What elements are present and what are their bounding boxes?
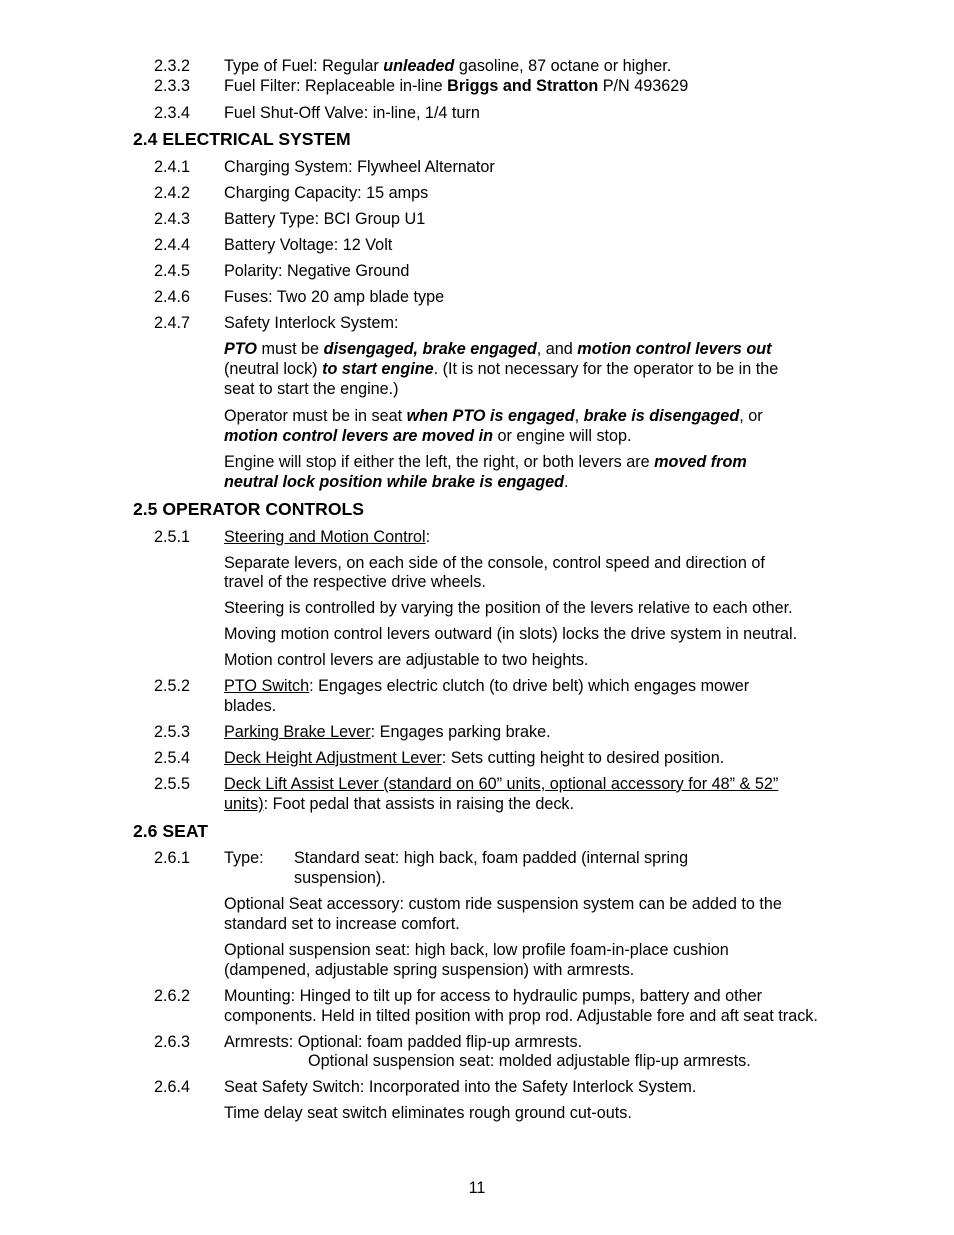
page-number: 11 [468, 1179, 486, 1197]
text-span: , or [739, 407, 763, 425]
interlock-paragraph-1 [224, 339, 772, 359]
item-text: Charging System: Flywheel Alternator [224, 158, 495, 176]
deck-lift-text [224, 774, 778, 794]
emphasis-text: PTO [224, 340, 257, 358]
text-span: , and [536, 340, 578, 358]
text-span: : Engages electric clutch (to drive belt) which engages mower [309, 677, 750, 695]
emphasis-text: neutral lock position while brake is engaged [224, 473, 565, 491]
emphasis-text: motion control levers out [577, 340, 772, 358]
parking-brake-text [224, 722, 551, 742]
item-text: Charging Capacity: 15 amps [224, 184, 429, 202]
text-span: gasoline, 87 octane or higher. [454, 57, 672, 75]
text-span: P/N 493629 [598, 77, 689, 95]
section-heading-operator-controls: 2.5 OPERATOR CONTROLS [133, 499, 365, 519]
seat-switch-text: Seat Safety Switch: Incorporated into the Safety Interlock System. [224, 1078, 697, 1096]
seat-paragraph: Optional Seat accessory: custom ride suspension system can be added to the [224, 895, 782, 913]
text-span: (neutral lock) [224, 360, 323, 378]
steering-paragraph: Steering is controlled by varying the position of the levers relative to each other. [224, 599, 793, 617]
deck-height-text [224, 748, 724, 768]
steering-paragraph: Moving motion control levers outward (in slots) locks the drive system in neutral. [224, 625, 798, 643]
fuel-filter-text [224, 76, 688, 96]
item-number: 2.4.5 [154, 262, 191, 280]
item-text: Polarity: Negative Ground [224, 262, 410, 280]
mounting-text: Mounting: Hinged to tilt up for access to hydraulic pumps, battery and other [224, 987, 763, 1005]
text-span: . [564, 473, 569, 491]
seat-type-text-cont: suspension). [294, 869, 386, 887]
mounting-text-cont: components. Held in tilted position with prop rod. Adjustable fore and aft seat track. [224, 1007, 818, 1025]
interlock-paragraph-3 [224, 452, 747, 472]
item-number: 2.4.2 [154, 184, 191, 202]
underlined-text: PTO Switch [224, 677, 310, 695]
emphasis-text: when PTO is engaged [406, 407, 575, 425]
text-span: : Engages parking brake. [370, 723, 551, 741]
seat-paragraph-cont: (dampened, adjustable spring suspension) with armrests. [224, 961, 635, 979]
interlock-paragraph-3-cont [224, 472, 569, 492]
text-span: Fuel Filter: Replaceable in-line [224, 77, 448, 95]
seat-type-label: Type: [224, 849, 264, 867]
pto-switch-text [224, 676, 749, 696]
item-number: 2.5.1 [154, 528, 191, 546]
emphasis-text: disengaged, brake engaged [323, 340, 537, 358]
text-span: must be [256, 340, 324, 358]
text-span: : Foot pedal that assists in raising the deck. [263, 795, 575, 813]
text-span: or engine will stop. [492, 427, 632, 445]
underlined-text: Deck Height Adjustment Lever [224, 749, 442, 767]
underlined-text: Deck Lift Assist Lever (standard on 60” units, optional accessory for 48” & 52” [224, 775, 779, 793]
item-number: 2.6.3 [154, 1033, 191, 1051]
item-number: 2.4.3 [154, 210, 191, 228]
item-number: 2.5.3 [154, 723, 191, 741]
underlined-text: Parking Brake Lever [224, 723, 371, 741]
item-text: Safety Interlock System: [224, 314, 399, 332]
armrests-text: Armrests: Optional: foam padded flip-up armrests. [224, 1033, 583, 1051]
text-span: Engine will stop if either the left, the right, or both levers are [224, 453, 655, 471]
text-span: Type of Fuel: Regular [224, 57, 384, 75]
emphasis-text: unleaded [383, 57, 455, 75]
item-number: 2.6.1 [154, 849, 191, 867]
pto-switch-text-cont: blades. [224, 697, 277, 715]
interlock-paragraph-1-cont [224, 359, 778, 379]
steering-paragraph-cont: travel of the respective drive wheels. [224, 573, 486, 591]
item-text: Battery Voltage: 12 Volt [224, 236, 393, 254]
fuel-valve-text: Fuel Shut-Off Valve: in-line, 1/4 turn [224, 104, 480, 122]
steering-paragraph: Separate levers, on each side of the console, control speed and direction of [224, 554, 765, 572]
section-heading-electrical: 2.4 ELECTRICAL SYSTEM [133, 129, 351, 149]
item-number: 2.4.4 [154, 236, 191, 254]
item-number: 2.4.6 [154, 288, 191, 306]
fuel-type-text [224, 56, 671, 76]
item-number: 2.5.5 [154, 775, 191, 793]
underlined-text: Steering and Motion Control [224, 528, 426, 546]
text-span: : Sets cutting height to desired position. [441, 749, 725, 767]
armrests-text-cont: Optional suspension seat: molded adjustable flip-up armrests. [308, 1052, 751, 1070]
text-span: : [425, 528, 431, 546]
steering-title [224, 527, 430, 547]
seat-paragraph: Optional suspension seat: high back, low profile foam-in-place cushion [224, 941, 729, 959]
item-number: 2.3.3 [154, 77, 191, 95]
bold-text: Briggs and Stratton [447, 77, 599, 95]
steering-paragraph: Motion control levers are adjustable to two heights. [224, 651, 589, 669]
emphasis-text: brake is disengaged [583, 407, 740, 425]
item-number: 2.6.2 [154, 987, 191, 1005]
item-number: 2.5.4 [154, 749, 191, 767]
deck-lift-text-cont [224, 794, 574, 814]
text-span: . (It is not necessary for the operator to be in the [433, 360, 779, 378]
interlock-paragraph-1-cont: seat to start the engine.) [224, 380, 399, 398]
seat-switch-paragraph: Time delay seat switch eliminates rough ground cut-outs. [224, 1104, 632, 1122]
item-number: 2.3.2 [154, 57, 191, 75]
emphasis-text: to start engine [322, 360, 434, 378]
item-number: 2.4.1 [154, 158, 191, 176]
emphasis-text: moved from [654, 453, 747, 471]
section-heading-seat: 2.6 SEAT [133, 821, 208, 841]
text-span: , [574, 407, 584, 425]
emphasis-text: motion control levers are moved in [224, 427, 493, 445]
item-text: Battery Type: BCI Group U1 [224, 210, 426, 228]
item-number: 2.3.4 [154, 104, 191, 122]
interlock-paragraph-2 [224, 406, 763, 426]
item-text: Fuses: Two 20 amp blade type [224, 288, 445, 306]
item-number: 2.6.4 [154, 1078, 191, 1096]
item-number: 2.4.7 [154, 314, 191, 332]
text-span: Operator must be in seat [224, 407, 407, 425]
underlined-text: units) [224, 795, 264, 813]
interlock-paragraph-2-cont [224, 426, 632, 446]
item-number: 2.5.2 [154, 677, 191, 695]
seat-type-text: Standard seat: high back, foam padded (internal spring [294, 849, 689, 867]
seat-paragraph-cont: standard set to increase comfort. [224, 915, 460, 933]
